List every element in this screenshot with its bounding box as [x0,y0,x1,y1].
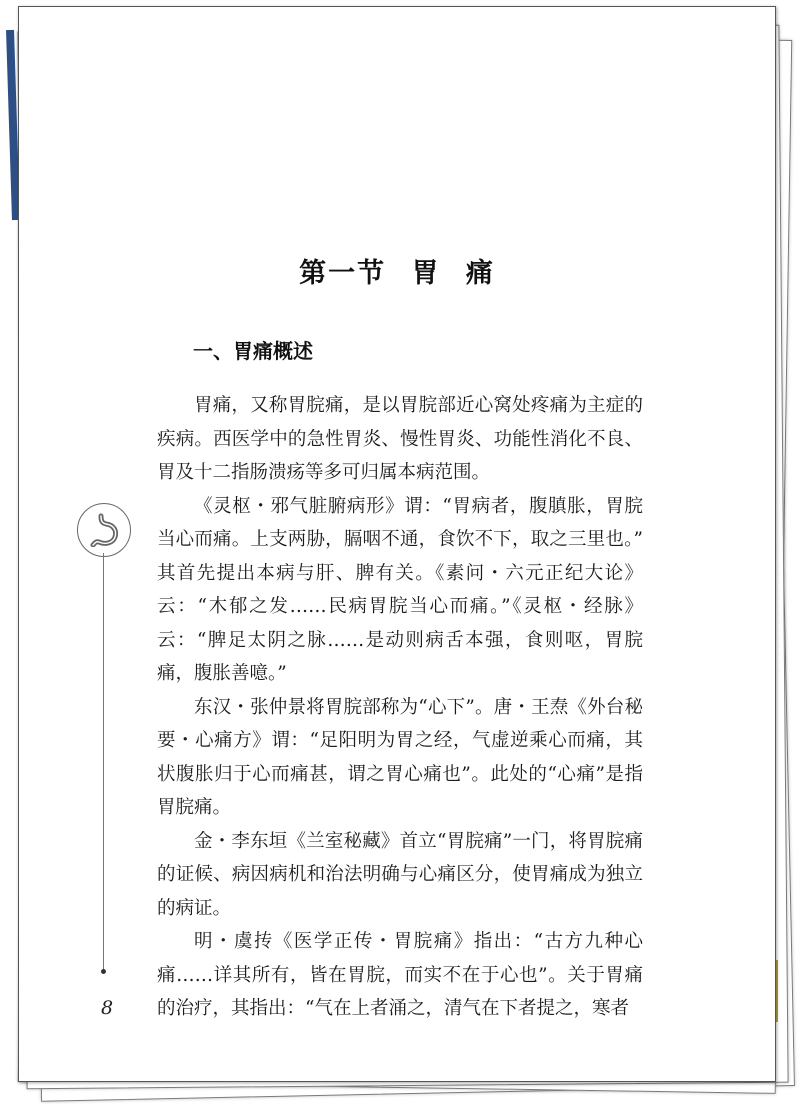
section-heading: 一、胃痛概述 [193,339,313,363]
stomach-icon [87,513,121,547]
paragraph: 金・李东垣《兰室秘藏》首立“胃脘痛”一门，将胃脘痛的证候、病因病机和治法明确与心痛区分，使胃痛成为独立的病证。 [157,830,643,919]
page [18,6,776,1082]
margin-rule-end [101,969,106,974]
page-number: 8 [101,997,114,1019]
paragraph: 胃痛，又称胃脘痛，是以胃脘部近心窝处疼痛为主症的疾病。西医学中的急性胃炎、慢性胃炎、功能性消化不良、胃及十二指肠溃疡等多可归属本病范围。 [157,395,643,483]
chapter-title: 第一节 胃 痛 [299,258,495,289]
paragraph: 《灵枢・邪气脏腑病形》谓：“胃病者，腹䐜胀，胃脘当心而痛。上支两胁，膈咽不通，食饮不下，取之三里也。” 其首先提出本病与肝、脾有关。《素问・六元正纪大论》云：“木郁之发……民病胃脘当心而痛。”《灵枢・经脉》云：“脾足太阴之脉……是动则病舌本强，食则呕，胃脘痛，腹胀善噫。” [157,495,643,684]
paragraph: 明・虞抟《医学正传・胃脘痛》指出：“古方九种心痛……详其所有，皆在胃脘，而实不在于心也”。关于胃痛的治疗，其指出：“气在上者涌之，清气在下者提之，寒者 [157,931,643,1019]
paragraph: 东汉・张仲景将胃脘部称为“心下”。唐・王焘《外台秘要・心痛方》谓：“足阳明为胃之经，气虚逆乘心而痛，其状腹胀归于心而痛甚，谓之胃心痛也”。此处的“心痛”是指胃脘痛。 [157,696,643,818]
margin-rule [103,553,104,971]
body-text [157,389,643,1026]
stomach-badge [77,503,131,557]
